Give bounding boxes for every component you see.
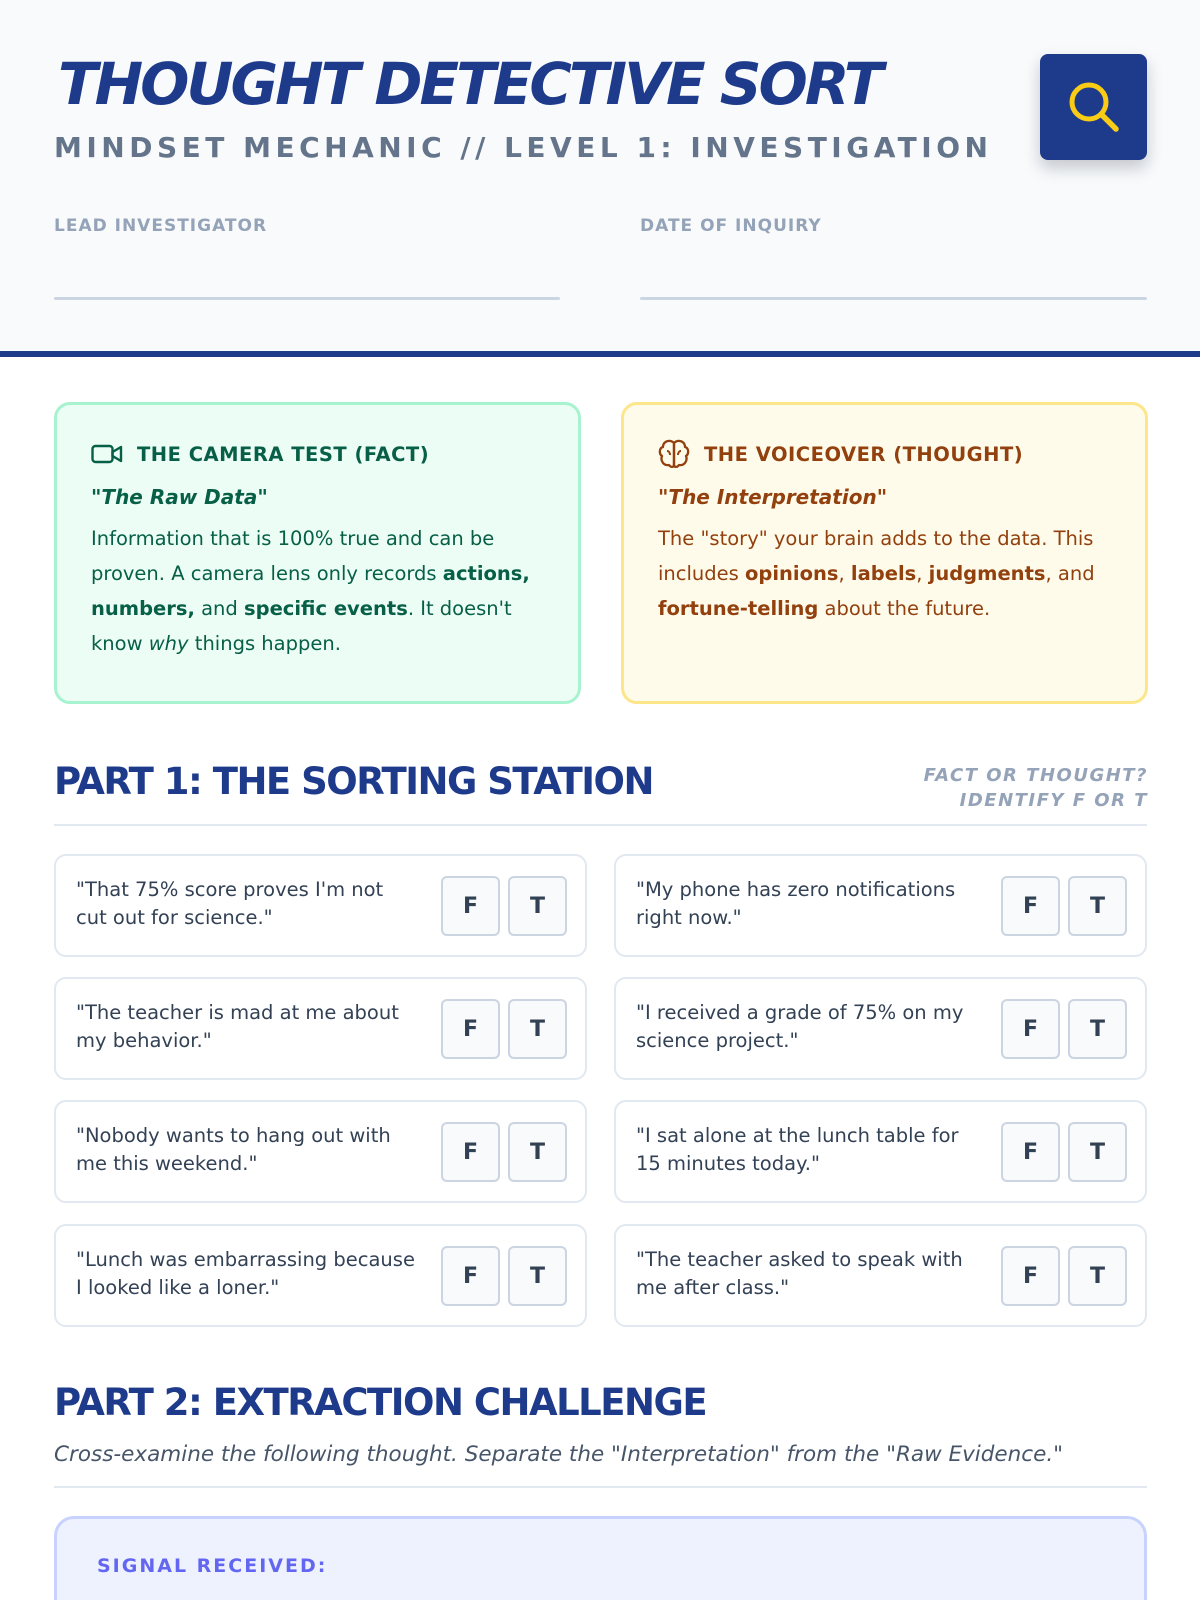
statement-card [614, 854, 1147, 957]
thought-card-header [658, 441, 1111, 467]
fact-choice-button[interactable]: F [441, 1246, 500, 1306]
statement-card [54, 1100, 587, 1203]
fact-definition-card [54, 402, 581, 704]
worksheet-header [0, 0, 1200, 357]
signal-received-box [54, 1516, 1147, 1600]
thought-choice-button[interactable]: T [1068, 999, 1127, 1059]
date-of-inquiry-label: DATE OF INQUIRY [640, 216, 822, 236]
thought-card-quote: "The Interpretation" [658, 485, 888, 509]
part1-title: PART 1: THE SORTING STATION [54, 760, 653, 803]
thought-choice-button[interactable]: T [508, 1122, 567, 1182]
statement-card [614, 977, 1147, 1080]
page-title: THOUGHT DETECTIVE SORT [58, 50, 881, 118]
fact-choice-button[interactable]: F [1001, 1246, 1060, 1306]
statement-text: "I received a grade of 75% on my science project." [636, 1001, 964, 1052]
fact-card-quote: "The Raw Data" [91, 485, 268, 509]
statement-text: "My phone has zero notifications right now." [636, 878, 956, 929]
magnifier-icon [1065, 78, 1123, 136]
thought-choice-button[interactable]: T [1068, 876, 1127, 936]
statement-card [614, 1224, 1147, 1327]
lead-investigator-field[interactable] [54, 297, 560, 300]
fact-choice-button[interactable]: F [441, 999, 500, 1059]
statement-text: "The teacher asked to speak with me after class." [636, 1248, 963, 1299]
fact-choice-button[interactable]: F [1001, 1122, 1060, 1182]
thought-card-description: The "story" your brain adds to the data. This includes opinions, labels, judgments, and fortune-telling about the future. [658, 527, 1095, 620]
thought-choice-button[interactable]: T [1068, 1122, 1127, 1182]
statement-card [54, 977, 587, 1080]
signal-received-label: SIGNAL RECEIVED: [97, 1555, 328, 1577]
statement-text: "The teacher is mad at me about my behavior." [76, 1001, 399, 1052]
page-subtitle: MINDSET MECHANIC // LEVEL 1: INVESTIGATION [54, 131, 993, 164]
statement-card [614, 1100, 1147, 1203]
fact-card-description: Information that is 100% true and can be proven. A camera lens only records actions, numbers, and specific events. It doesn't know why things happen. [91, 527, 530, 655]
part2-instructions: Cross-examine the following thought. Separate the "Interpretation" from the "Raw Evidence." [54, 1442, 1064, 1467]
thought-choice-button[interactable]: T [1068, 1246, 1127, 1306]
thought-definition-card [621, 402, 1148, 704]
fact-choice-button[interactable]: F [441, 876, 500, 936]
statement-text: "That 75% score proves I'm not cut out for science." [76, 878, 384, 929]
part1-divider [54, 824, 1147, 826]
thought-card-title: THE VOICEOVER (THOUGHT) [704, 442, 1024, 466]
statement-card [54, 854, 587, 957]
fact-choice-button[interactable]: F [1001, 999, 1060, 1059]
lead-investigator-label: LEAD INVESTIGATOR [54, 216, 268, 236]
fact-card-header [91, 441, 544, 467]
video-camera-icon [91, 443, 123, 465]
fact-choice-button[interactable]: F [441, 1122, 500, 1182]
part2-title: PART 2: EXTRACTION CHALLENGE [54, 1381, 707, 1424]
statement-text: "Lunch was embarrassing because I looked like a loner." [76, 1248, 415, 1299]
thought-choice-button[interactable]: T [508, 1246, 567, 1306]
fact-choice-button[interactable]: F [1001, 876, 1060, 936]
date-of-inquiry-field[interactable] [640, 297, 1147, 300]
search-button[interactable] [1040, 54, 1147, 160]
statement-text: "Nobody wants to hang out with me this weekend." [76, 1124, 391, 1175]
thought-choice-button[interactable]: T [508, 999, 567, 1059]
statement-card [54, 1224, 587, 1327]
part2-divider [54, 1486, 1147, 1488]
part1-instructions: FACT OR THOUGHT? IDENTIFY F OR T [923, 765, 1148, 811]
thought-choice-button[interactable]: T [508, 876, 567, 936]
fact-card-title: THE CAMERA TEST (FACT) [137, 442, 430, 466]
statement-text: "I sat alone at the lunch table for 15 minutes today." [636, 1124, 959, 1175]
brain-icon [658, 439, 690, 469]
